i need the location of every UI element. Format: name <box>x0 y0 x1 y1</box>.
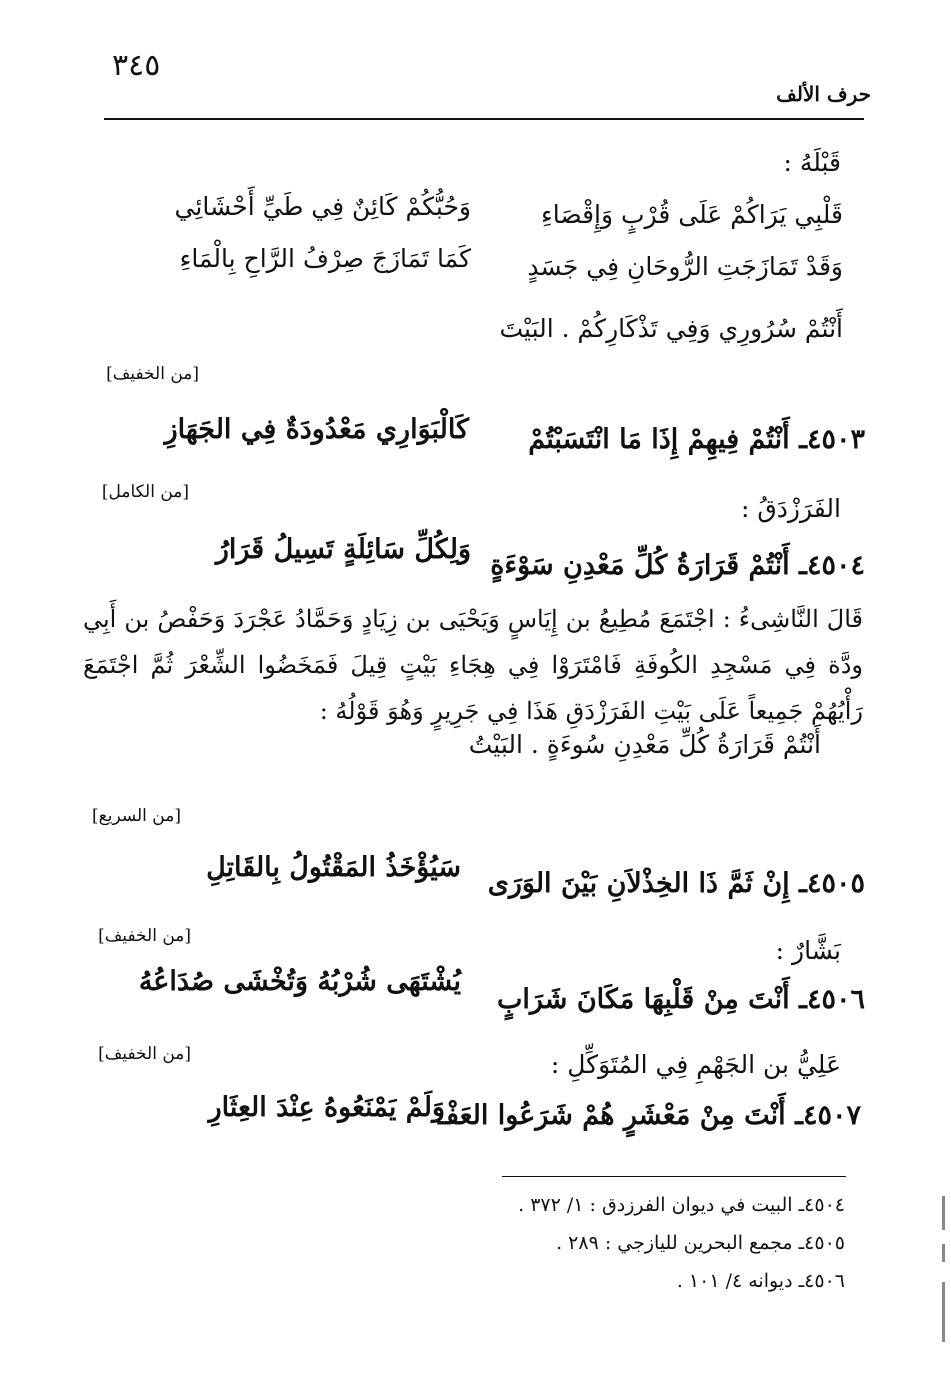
poet-name: الفَرَزْدَقُ : <box>741 494 841 523</box>
header-rule <box>104 118 864 120</box>
verse-hemistich-right: ٤٥٠٧ـ أَنْتَ مِنْ مَعْشَرٍ هُمْ شَرَعُوا العَفْـ <box>438 1100 861 1131</box>
meter-label: [من الخفيف] <box>98 926 191 946</box>
meter-label: [من السريع] <box>92 806 181 826</box>
poet-name: عَلِيُّ بن الجَهْمِ فِي المُتَوَكِّلِ : <box>550 1050 841 1079</box>
meter-label: [من الخفيف] <box>98 1044 191 1064</box>
scan-edge-mark <box>942 1282 945 1342</box>
intro-label: قَبْلَهُ : <box>783 148 841 177</box>
verse-quote: أَنْتُمْ قَرَارَةُ كُلِّ مَعْدِنِ سُوءَةٍ . البَيْتُ <box>468 730 821 759</box>
verse-hemistich-right: ٤٥٠٣ـ أَنْتُمْ فِيهِمْ إِذَا مَا انْتَسَبْتُمْ <box>528 424 865 455</box>
verse-hemistich-right: وَقَدْ تَمَازَجَتِ الرُّوحَانِ فِي جَسَدٍ <box>527 252 843 281</box>
verse-quote: أَنْتُمْ سُرُورِي وَفِي تَذْكَارِكُمْ . البَيْتَ <box>499 314 843 343</box>
verse-hemistich-left: سَيُؤْخَذُ المَقْتُولُ بِالقَاتِلِ <box>206 852 461 883</box>
scan-edge-mark <box>942 1244 945 1262</box>
verse-hemistich-right: ٤٥٠٥ـ إِنْ ثَمَّ ذَا الخِذْلاَنِ بَيْنَ الوَرَى <box>487 868 865 899</box>
footnote: ٤٥٠٥ـ مجمع البحرين لليازجي : ٢٨٩ . <box>556 1232 845 1254</box>
verse-hemistich-left: وَلِكُلِّ سَائِلَةٍ تَسِيلُ قَرَارُ <box>215 534 471 565</box>
footnote-rule <box>502 1176 846 1177</box>
verse-hemistich-left: كَالْبَوَارِي مَعْدُودَةٌ فِي الجَهَازِ <box>164 414 469 445</box>
meter-label: [من الخفيف] <box>106 364 199 384</box>
chapter-title: حرف الألف <box>776 82 871 106</box>
verse-hemistich-left: وَحُبُّكُمْ كَائِنٌ فِي طَيِّ أَحْشَائِي <box>174 192 471 221</box>
meter-label: [من الكامل] <box>101 482 189 502</box>
verse-hemistich-right: قَلْبِي يَرَاكُمْ عَلَى قُرْبٍ وَإِقْصَاءِ <box>541 200 843 229</box>
poet-name: بَشَّارٌ : <box>775 936 841 965</box>
verse-hemistich-left: كَمَا تَمَازَجَ صِرْفُ الرَّاحِ بِالْمَاءِ <box>179 244 471 273</box>
verse-hemistich-left: وَلَمْ يَمْنَعُوهُ عِنْدَ العِثَارِ <box>208 1092 445 1123</box>
page-number: ٣٤٥ <box>112 48 161 83</box>
scan-edge-mark <box>942 1196 945 1230</box>
footnote: ٤٥٠٤ـ البيت في ديوان الفرزدق : ١/ ٣٧٢ . <box>518 1194 845 1216</box>
footnote: ٤٥٠٦ـ ديوانه ٤/ ١٠١ . <box>676 1270 845 1292</box>
verse-hemistich-left: يُشْتَهَى شُرْبُهُ وَتُخْشَى صُدَاعُهُ <box>138 966 461 997</box>
verse-hemistich-right: ٤٥٠٦ـ أَنْتَ مِنْ قَلْبِهَا مَكَانَ شَرَابٍ <box>496 984 865 1015</box>
verse-hemistich-right: ٤٥٠٤ـ أَنْتُمْ قَرَارَةُ كُلِّ مَعْدِنِ سَوْءَةٍ <box>490 550 865 581</box>
commentary-paragraph: قَالَ النَّاشِىءُ : اجْتَمَعَ مُطِيعُ بن إِيَاسٍ وَيَحْيَى بن زِيَادٍ وَحَمَّادُ عَجْرَدَ وَحَفْصُ بن أَبِي ودَّة فِي مَسْجِدِ الكُوفَةِ فَامْتَرَوْا فِي هِجَاءِ بَيْتٍ قِيلَ فَمَخَضُوا الشِّعْرَ ثُمَّ اجْتَمَعَ رَأْيُهُمْ جَمِيعاً عَلَى بَيْتِ الفَرَزْدَقِ هَذَا فِي جَرِيرٍ وَهُوَ قَوْلُهُ : <box>83 605 863 725</box>
